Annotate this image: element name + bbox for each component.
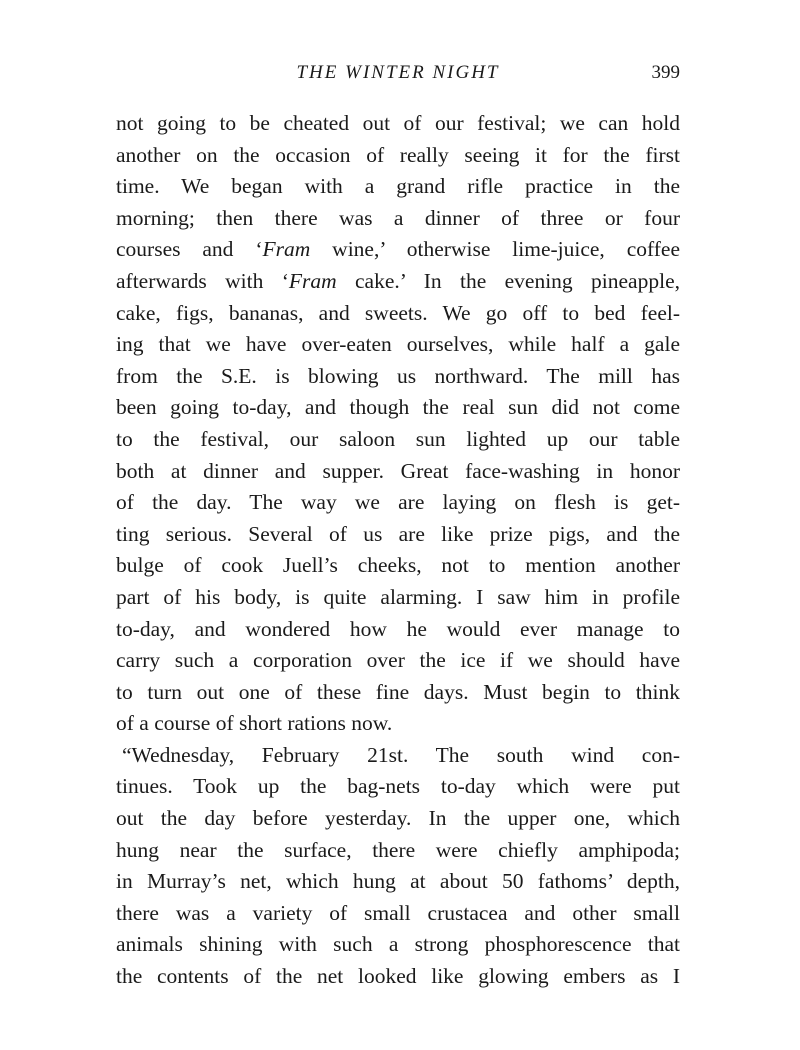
text-line: “Wednesday, February 21st. The south wind con-: [122, 742, 680, 767]
text-line: ting serious. Several of us are like prize pigs, and the: [116, 521, 680, 546]
text-line: to-day, and wondered how he would ever manage to: [116, 616, 680, 641]
text-line: of a course of short rations now.: [116, 711, 393, 736]
text-line: part of his body, is quite alarming. I saw him in profile: [116, 584, 680, 609]
text-line: to turn out one of these fine days. Must begin to think: [116, 679, 680, 704]
text-line: afterwards with ‘Fram cake.’ In the evening pineapple,: [116, 268, 680, 293]
text-line: tinues. Took up the bag-nets to-day which were put: [116, 774, 680, 799]
text-line: been going to-day, and though the real sun did not come: [116, 395, 680, 420]
text-line: morning; then there was a dinner of three or four: [116, 205, 680, 230]
text-line: ing that we have over-eaten ourselves, while half a gale: [116, 332, 680, 357]
page-number: 399: [651, 62, 680, 83]
text-line: bulge of cook Juell’s cheeks, not to mention another: [116, 553, 680, 578]
text-line: not going to be cheated out of our festival; we can hold: [116, 111, 680, 135]
text-line: both at dinner and supper. Great face-washing in honor: [116, 458, 680, 483]
text-line: to the festival, our saloon sun lighted up our table: [116, 426, 680, 451]
text-line: animals shining with such a strong phosphorescence that: [116, 932, 680, 957]
text-line: courses and ‘Fram wine,’ otherwise lime-juice, coffee: [116, 237, 681, 262]
text-line: in Murray’s net, which hung at about 50 fathoms’ depth,: [116, 869, 680, 894]
text-line: there was a variety of small crustacea and other small: [116, 900, 680, 925]
text-line: hung near the surface, there were chiefly amphipoda;: [116, 837, 680, 862]
running-head: [116, 62, 680, 88]
body-text: [116, 108, 680, 993]
text-line: of the day. The way we are laying on flesh is get-: [116, 490, 680, 515]
text-line: another on the occasion of really seeing it for the first: [116, 142, 680, 167]
text-line: the contents of the net looked like glowing embers as I: [116, 964, 680, 989]
text-line: out the day before yesterday. In the upper one, which: [116, 806, 680, 831]
text-line: from the S.E. is blowing us northward. The mill has: [116, 363, 680, 388]
running-title: THE WINTER NIGHT: [296, 62, 500, 83]
text-line: carry such a corporation over the ice if we should have: [116, 648, 680, 673]
text-line: time. We began with a grand rifle practice in the: [116, 174, 680, 199]
text-line: cake, figs, bananas, and sweets. We go off to bed feel-: [116, 300, 680, 325]
